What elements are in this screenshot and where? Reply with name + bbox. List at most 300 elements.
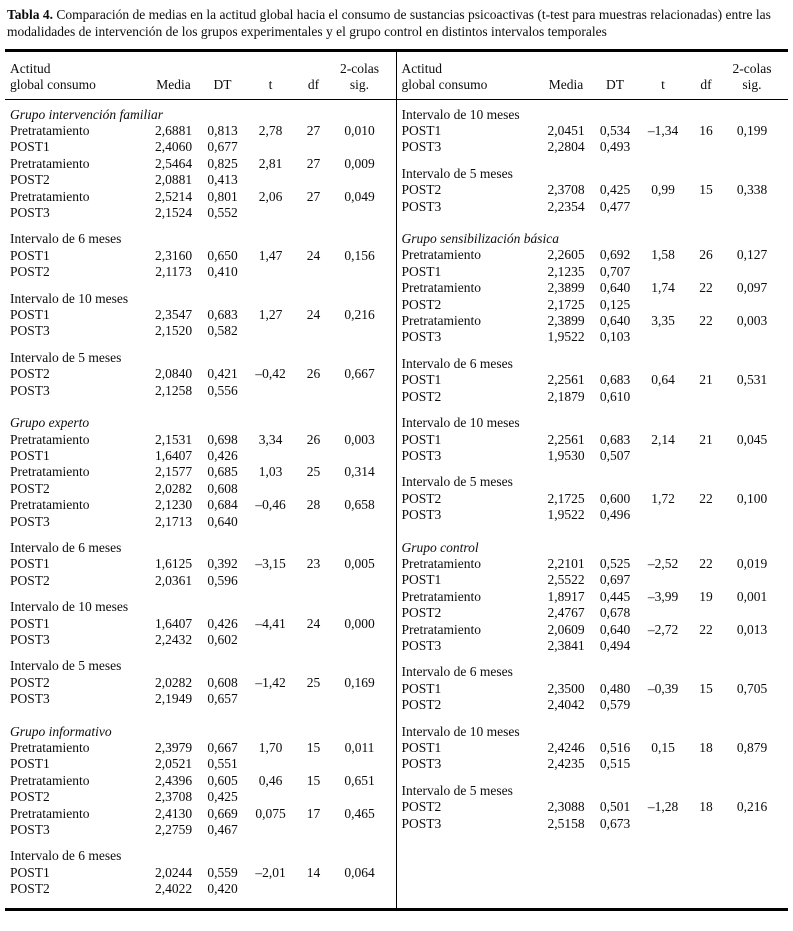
cell-df: 27: [306, 155, 321, 171]
cell-sig: 0,156: [344, 247, 375, 263]
section-title: Intervalo de 10 meses: [10, 599, 129, 615]
cell-dt: 0,426: [207, 447, 238, 463]
cell-sig: [724, 605, 780, 621]
cell-media: 1,9522: [547, 329, 585, 345]
cell-df: 24: [306, 247, 321, 263]
table-section: [10, 848, 388, 897]
cell-label: POST3: [10, 382, 50, 398]
table-row: [10, 773, 388, 789]
header-media: Media: [156, 76, 191, 92]
table-row: [402, 139, 781, 155]
cell-df: [298, 481, 330, 497]
table-row: [10, 789, 388, 805]
cell-df: 24: [306, 615, 321, 631]
cell-t: [638, 816, 688, 832]
cell-dt: 0,640: [207, 513, 238, 529]
table-row: [402, 389, 781, 405]
cell-dt: 0,582: [207, 323, 238, 339]
header-label-line1: Actitud: [10, 60, 51, 76]
cell-label: POST3: [401, 329, 442, 345]
table-row: [402, 182, 781, 198]
cell-label: POST2: [401, 605, 442, 621]
cell-sig: 0,314: [344, 464, 375, 480]
cell-label: Pretratamiento: [10, 772, 90, 788]
table-row: [10, 497, 388, 513]
section-title: Intervalo de 5 meses: [401, 782, 513, 798]
table-row: [402, 280, 781, 296]
cell-label: POST1: [10, 556, 50, 572]
cell-sig: [332, 264, 388, 280]
section-title: Intervalo de 6 meses: [10, 848, 122, 864]
cell-dt: 0,602: [207, 631, 238, 647]
cell-df: [690, 199, 722, 215]
cell-dt: 0,551: [207, 756, 238, 772]
cell-media: 2,4022: [154, 881, 193, 897]
cell-t: [638, 199, 688, 215]
cell-t: –3,15: [255, 556, 286, 572]
table-body-left: [5, 107, 396, 908]
cell-t: [638, 139, 688, 155]
cell-df: 25: [306, 464, 321, 480]
cell-label: POST1: [10, 864, 50, 880]
cell-sig: 0,049: [344, 188, 375, 204]
table-row: [402, 589, 781, 605]
cell-t: 2,81: [258, 155, 283, 171]
table-section: [10, 350, 388, 399]
cell-df: 16: [699, 123, 713, 138]
cell-df: [298, 448, 330, 464]
section-title: Grupo intervención familiar: [10, 106, 163, 122]
cell-media: 2,3088: [547, 799, 585, 815]
cell-sig: [332, 205, 388, 221]
table-header-right: [397, 52, 789, 100]
cell-df: 27: [306, 188, 321, 204]
cell-sig: 0,000: [344, 615, 375, 631]
cell-t: [638, 264, 688, 280]
table-section: [10, 658, 388, 707]
cell-df: 22: [699, 555, 713, 571]
cell-dt: 0,640: [599, 280, 631, 296]
cell-df: [690, 507, 722, 523]
section-title: Intervalo de 5 meses: [10, 658, 122, 674]
cell-media: 2,0282: [154, 480, 193, 496]
cell-df: [690, 697, 722, 713]
cell-t: [246, 789, 296, 805]
cell-t: 1,47: [258, 247, 283, 263]
cell-df: 22: [699, 490, 713, 506]
cell-label: Pretratamiento: [10, 155, 90, 171]
cell-media: 2,2759: [154, 822, 193, 838]
cell-media: 2,0521: [154, 756, 193, 772]
cell-label: POST3: [10, 323, 50, 339]
cell-sig: 0,001: [736, 588, 768, 604]
cell-df: [298, 205, 330, 221]
cell-df: [298, 632, 330, 648]
table-4: [5, 49, 788, 911]
cell-label: POST2: [10, 881, 50, 897]
cell-df: 17: [306, 805, 321, 821]
table-row: [402, 605, 781, 621]
cell-t: [246, 632, 296, 648]
cell-dt: 0,610: [599, 388, 631, 404]
cell-label: POST2: [401, 697, 442, 713]
cell-t: 0,15: [651, 740, 675, 755]
cell-sig: 0,005: [344, 556, 375, 572]
cell-sig: [724, 389, 780, 405]
table-row: [10, 448, 388, 464]
cell-sig: 0,199: [736, 123, 768, 138]
cell-t: [246, 139, 296, 155]
cell-label: POST1: [10, 307, 50, 323]
cell-sig: [724, 507, 780, 523]
cell-df: [690, 329, 722, 345]
table-row: [10, 806, 388, 822]
cell-dt: 0,552: [207, 205, 238, 221]
table-row: [10, 573, 388, 589]
cell-df: 18: [699, 740, 713, 755]
table-right-half: [397, 52, 789, 908]
cell-dt: 0,501: [599, 799, 631, 815]
cell-media: 2,3500: [547, 680, 585, 696]
table-row: [10, 822, 388, 838]
cell-df: 23: [306, 556, 321, 572]
cell-sig: 0,100: [736, 490, 768, 506]
cell-df: 21: [699, 372, 713, 388]
cell-df: [690, 448, 722, 464]
cell-dt: 0,673: [599, 815, 631, 831]
table-row: [10, 675, 388, 691]
cell-label: POST1: [401, 263, 442, 279]
cell-sig: 0,169: [344, 674, 375, 690]
cell-label: Pretratamiento: [10, 123, 90, 138]
cell-sig: 0,064: [344, 864, 375, 880]
cell-df: [690, 756, 722, 772]
cell-dt: 0,657: [207, 691, 238, 707]
cell-sig: 0,658: [344, 497, 375, 513]
cell-t: [638, 605, 688, 621]
cell-dt: 0,477: [599, 198, 631, 214]
cell-dt: 0,445: [599, 588, 631, 604]
cell-dt: 0,605: [207, 772, 238, 788]
cell-label: POST3: [401, 637, 442, 653]
cell-sig: [332, 789, 388, 805]
cell-label: Pretratamiento: [401, 588, 481, 604]
cell-t: [638, 389, 688, 405]
cell-sig: [724, 329, 780, 345]
cell-t: [638, 297, 688, 313]
cell-t: –1,28: [647, 799, 679, 815]
cell-label: Pretratamiento: [10, 497, 90, 513]
cell-media: 2,4235: [547, 756, 585, 772]
cell-df: 15: [699, 182, 713, 198]
table-body-right: [397, 107, 789, 842]
table-section: [402, 724, 781, 773]
section-title: Intervalo de 10 meses: [401, 106, 520, 122]
table-row: [402, 572, 781, 588]
cell-dt: 0,507: [599, 447, 631, 463]
cell-media: 2,1230: [154, 497, 193, 513]
cell-label: Pretratamiento: [401, 280, 481, 296]
cell-dt: 0,801: [207, 188, 238, 204]
cell-label: Pretratamiento: [10, 188, 90, 204]
table-row: [402, 448, 781, 464]
cell-dt: 0,677: [207, 139, 238, 155]
cell-media: 1,6407: [154, 615, 193, 631]
cell-df: [298, 139, 330, 155]
cell-media: 2,4767: [547, 605, 585, 621]
cell-t: [638, 638, 688, 654]
cell-label: POST1: [10, 615, 50, 631]
cell-label: POST2: [10, 480, 50, 496]
cell-sig: [332, 756, 388, 772]
cell-media: 2,3899: [547, 280, 585, 296]
table-row: [10, 616, 388, 632]
cell-label: POST2: [10, 572, 50, 588]
cell-label: Pretratamiento: [10, 740, 90, 755]
cell-dt: 0,103: [599, 329, 631, 345]
cell-t: [246, 323, 296, 339]
cell-t: [246, 383, 296, 399]
cell-media: 1,9522: [547, 507, 585, 523]
cell-dt: 0,413: [207, 172, 238, 188]
cell-media: 2,3708: [154, 789, 193, 805]
cell-dt: 0,480: [599, 680, 631, 696]
table-row: [402, 697, 781, 713]
header-sig-line1: 2-colas: [732, 60, 772, 76]
cell-sig: [332, 481, 388, 497]
cell-dt: 0,600: [599, 490, 631, 506]
table-section: [10, 231, 388, 280]
cell-df: [690, 816, 722, 832]
header-label-line2: global consumo: [401, 76, 488, 92]
cell-media: 2,2605: [547, 247, 585, 263]
table-row: [402, 313, 781, 329]
table-row: [402, 123, 781, 139]
cell-df: [298, 822, 330, 838]
cell-media: 2,1524: [154, 205, 193, 221]
cell-t: 3,34: [258, 431, 283, 447]
cell-dt: 0,692: [599, 247, 631, 263]
cell-media: 1,6125: [154, 556, 193, 572]
cell-label: Pretratamiento: [401, 313, 481, 329]
cell-df: 26: [306, 366, 321, 382]
table-row: [10, 632, 388, 648]
header-label-line2: global consumo: [10, 76, 96, 92]
cell-t: 1,72: [651, 490, 675, 506]
cell-sig: [724, 697, 780, 713]
cell-sig: [332, 822, 388, 838]
cell-sig: [724, 572, 780, 588]
table-row: [10, 432, 388, 448]
section-title: Grupo experto: [10, 415, 90, 431]
cell-media: 2,1879: [547, 388, 585, 404]
table-row: [10, 691, 388, 707]
cell-label: Pretratamiento: [10, 431, 90, 447]
table-section: [402, 356, 781, 405]
table-row: [402, 329, 781, 345]
cell-sig: 0,003: [736, 313, 768, 329]
header-actitud-global-consumo: [10, 61, 146, 93]
table-row: [402, 556, 781, 572]
cell-media: 2,3160: [154, 247, 193, 263]
cell-sig: [724, 756, 780, 772]
cell-media: 2,1949: [154, 691, 193, 707]
cell-media: 2,2561: [547, 372, 585, 388]
cell-media: 2,0361: [154, 572, 193, 588]
cell-t: [246, 481, 296, 497]
table-row: [402, 199, 781, 215]
cell-dt: 0,559: [207, 864, 238, 880]
cell-t: –3,99: [647, 588, 679, 604]
cell-sig: [724, 297, 780, 313]
table-row: [402, 247, 781, 263]
cell-df: 15: [306, 740, 321, 755]
header-sig: [724, 61, 780, 93]
cell-sig: 0,003: [344, 431, 375, 447]
cell-df: 26: [699, 247, 713, 263]
cell-media: 2,5464: [154, 155, 193, 171]
cell-media: 2,2101: [547, 555, 585, 571]
table-row: [10, 464, 388, 480]
cell-dt: 0,579: [599, 697, 631, 713]
table-row: [10, 123, 388, 139]
cell-t: [638, 697, 688, 713]
cell-df: [298, 323, 330, 339]
table-section: [10, 107, 388, 222]
table-row: [402, 297, 781, 313]
cell-sig: [724, 638, 780, 654]
cell-df: [690, 389, 722, 405]
cell-t: [246, 691, 296, 707]
table-row: [10, 248, 388, 264]
cell-dt: 0,410: [207, 264, 238, 280]
cell-media: 2,1725: [547, 296, 585, 312]
cell-sig: [332, 139, 388, 155]
cell-media: 2,5158: [547, 815, 585, 831]
cell-sig: [332, 573, 388, 589]
cell-label: POST3: [10, 822, 50, 838]
cell-media: 2,4130: [154, 805, 193, 821]
cell-media: 2,0451: [547, 123, 585, 138]
cell-df: [298, 573, 330, 589]
cell-dt: 0,640: [599, 313, 631, 329]
table-row: [402, 740, 781, 756]
cell-sig: 0,651: [344, 772, 375, 788]
cell-media: 2,0609: [547, 621, 585, 637]
cell-t: 2,78: [258, 123, 283, 138]
cell-label: POST2: [10, 674, 50, 690]
table-section: [402, 474, 781, 523]
cell-label: POST3: [10, 205, 50, 221]
cell-media: 2,3899: [547, 313, 585, 329]
cell-t: [638, 756, 688, 772]
cell-t: [638, 507, 688, 523]
table-row: [10, 205, 388, 221]
cell-media: 2,6881: [154, 123, 193, 138]
cell-dt: 0,685: [207, 464, 238, 480]
cell-label: POST1: [10, 247, 50, 263]
cell-label: POST1: [10, 139, 50, 155]
cell-dt: 0,707: [599, 263, 631, 279]
cell-dt: 0,496: [599, 507, 631, 523]
section-title: Intervalo de 10 meses: [401, 723, 520, 739]
cell-sig: 0,531: [736, 372, 768, 388]
cell-dt: 0,426: [207, 615, 238, 631]
cell-t: [246, 205, 296, 221]
cell-sig: 0,045: [736, 431, 768, 447]
cell-media: 1,6407: [154, 447, 193, 463]
cell-media: 2,0840: [154, 366, 193, 382]
cell-t: [638, 572, 688, 588]
section-title: Grupo control: [401, 539, 479, 555]
cell-dt: 0,683: [207, 307, 238, 323]
cell-t: –2,72: [647, 621, 679, 637]
cell-media: 2,2354: [547, 198, 585, 214]
table-section: [402, 231, 781, 346]
table-row: [402, 432, 781, 448]
cell-df: [298, 172, 330, 188]
cell-dt: 0,525: [599, 555, 631, 571]
cell-label: POST3: [401, 139, 442, 155]
cell-t: –1,34: [647, 123, 679, 138]
table-section: [402, 664, 781, 713]
section-title: Intervalo de 5 meses: [10, 349, 122, 365]
cell-df: [690, 572, 722, 588]
cell-label: POST1: [401, 680, 442, 696]
cell-t: –2,01: [255, 864, 286, 880]
cell-label: POST1: [401, 372, 442, 388]
cell-dt: 0,825: [207, 155, 238, 171]
table-row: [402, 756, 781, 772]
table-row: [10, 156, 388, 172]
cell-label: POST3: [401, 815, 442, 831]
cell-dt: 0,698: [207, 431, 238, 447]
cell-t: [246, 573, 296, 589]
cell-media: 2,1577: [154, 464, 193, 480]
cell-media: 2,4246: [547, 740, 585, 755]
header-sig-line1: 2-colas: [340, 60, 379, 76]
cell-t: [246, 881, 296, 897]
cell-dt: 0,421: [207, 366, 238, 382]
cell-sig: [332, 632, 388, 648]
cell-t: [246, 514, 296, 530]
cell-sig: [724, 816, 780, 832]
cell-media: 2,1258: [154, 382, 193, 398]
cell-label: POST3: [401, 507, 442, 523]
cell-df: 26: [306, 431, 321, 447]
cell-df: 27: [306, 123, 321, 138]
table-row: [402, 264, 781, 280]
cell-dt: 0,813: [207, 123, 238, 138]
cell-sig: 0,013: [736, 621, 768, 637]
cell-media: 1,9530: [547, 447, 585, 463]
cell-label: POST3: [401, 198, 442, 214]
cell-media: 2,5522: [547, 572, 585, 588]
cell-dt: 0,556: [207, 382, 238, 398]
cell-media: 2,3979: [154, 740, 193, 755]
cell-sig: [332, 881, 388, 897]
cell-df: [298, 383, 330, 399]
table-row: [402, 622, 781, 638]
cell-sig: [724, 139, 780, 155]
cell-dt: 0,608: [207, 674, 238, 690]
cell-dt: 0,467: [207, 822, 238, 838]
cell-label: POST1: [10, 756, 50, 772]
cell-sig: [332, 514, 388, 530]
table-row: [402, 816, 781, 832]
cell-sig: 0,216: [344, 307, 375, 323]
cell-t: [246, 172, 296, 188]
